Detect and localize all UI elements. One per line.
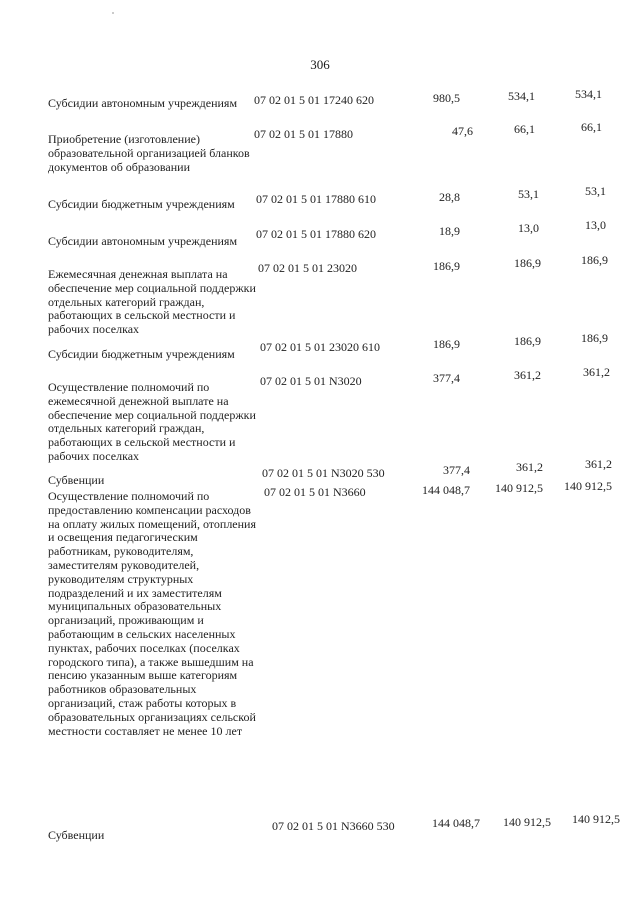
- row-code: 07 02 01 5 01 N3020: [260, 374, 362, 388]
- row-name: Субсидии автономным учреждениям: [48, 96, 238, 110]
- row-value-1: 28,8: [439, 190, 460, 204]
- row-value-3: 186,9: [581, 331, 608, 345]
- row-value-1: 144 048,7: [422, 483, 470, 497]
- row-code: 07 02 01 5 01 23020 610: [260, 340, 380, 354]
- scan-dot: [112, 12, 114, 14]
- row-name: Субсидии автономным учреждениям: [48, 234, 238, 248]
- row-code: 07 02 01 5 01 23020: [258, 261, 357, 275]
- row-value-2: 186,9: [514, 256, 541, 270]
- row-value-3: 534,1: [575, 87, 602, 101]
- row-name: Субсидии бюджетным учреждениям: [48, 197, 235, 211]
- row-value-2: 53,1: [518, 187, 539, 201]
- row-value-1: 980,5: [433, 91, 460, 105]
- row-value-1: 377,4: [443, 463, 470, 477]
- row-value-2: 66,1: [514, 122, 535, 136]
- row-value-1: 186,9: [433, 337, 460, 351]
- row-value-3: 361,2: [583, 365, 610, 379]
- row-code: 07 02 01 5 01 N3020 530: [262, 466, 385, 480]
- row-name: Субвенции: [48, 828, 105, 842]
- row-name: Ежемесячная денежная выплата на обеспечение мер социальной поддержки отдельных категорий граждан, работающих в сельской местности и рабочих поселках: [48, 267, 256, 337]
- row-value-3: 53,1: [585, 184, 606, 198]
- row-name: Приобретение (изготовление) образовательной организацией бланков документов об образовании: [48, 132, 250, 174]
- row-value-3: 140 912,5: [564, 479, 612, 493]
- row-value-2: 186,9: [514, 334, 541, 348]
- row-name: Осуществление полномочий по предоставлению компенсации расходов на оплату жилых помещений, отопления и освещения педагогическим работникам, руководителям, заместителям руководителей, руководителям структурных подразделений и их заместителям муниципальных образовательных организаций, проживающим и работающим в сельских населенных пунктах, рабочих поселках (поселках городского типа), а также вышедшим на пенсию указанным выше категориям работников образовательных организаций, стаж работы которых в образовательных организациях сельской местности составляет не менее 10 лет: [48, 489, 256, 738]
- row-value-1: 47,6: [452, 124, 473, 138]
- row-value-3: 13,0: [585, 218, 606, 232]
- page-number: 306: [310, 57, 330, 72]
- row-value-1: 186,9: [433, 259, 460, 273]
- row-name: Субвенции: [48, 473, 105, 487]
- row-code: 07 02 01 5 01 17880 620: [256, 227, 376, 241]
- row-value-2: 140 912,5: [503, 815, 551, 829]
- row-value-1: 144 048,7: [432, 816, 480, 830]
- row-value-3: 186,9: [581, 253, 608, 267]
- row-code: 07 02 01 5 01 17880: [254, 127, 353, 141]
- row-value-2: 534,1: [508, 89, 535, 103]
- row-value-2: 13,0: [518, 221, 539, 235]
- row-value-2: 361,2: [516, 460, 543, 474]
- row-value-2: 361,2: [514, 368, 541, 382]
- row-name: Субсидии бюджетным учреждениям: [48, 347, 235, 361]
- row-code: 07 02 01 5 01 N3660: [264, 485, 366, 499]
- row-value-1: 377,4: [433, 371, 460, 385]
- row-value-3: 66,1: [581, 120, 602, 134]
- row-value-3: 140 912,5: [572, 812, 620, 826]
- row-code: 07 02 01 5 01 17240 620: [254, 93, 374, 107]
- row-value-2: 140 912,5: [495, 481, 543, 495]
- row-value-3: 361,2: [585, 457, 612, 471]
- row-value-1: 18,9: [439, 224, 460, 238]
- row-name: Осуществление полномочий по ежемесячной денежной выплате на обеспечение мер социальной поддержки отдельных категорий граждан, работающих в сельской местности и рабочих поселках: [48, 380, 256, 463]
- row-code: 07 02 01 5 01 N3660 530: [272, 819, 395, 833]
- row-code: 07 02 01 5 01 17880 610: [256, 192, 376, 206]
